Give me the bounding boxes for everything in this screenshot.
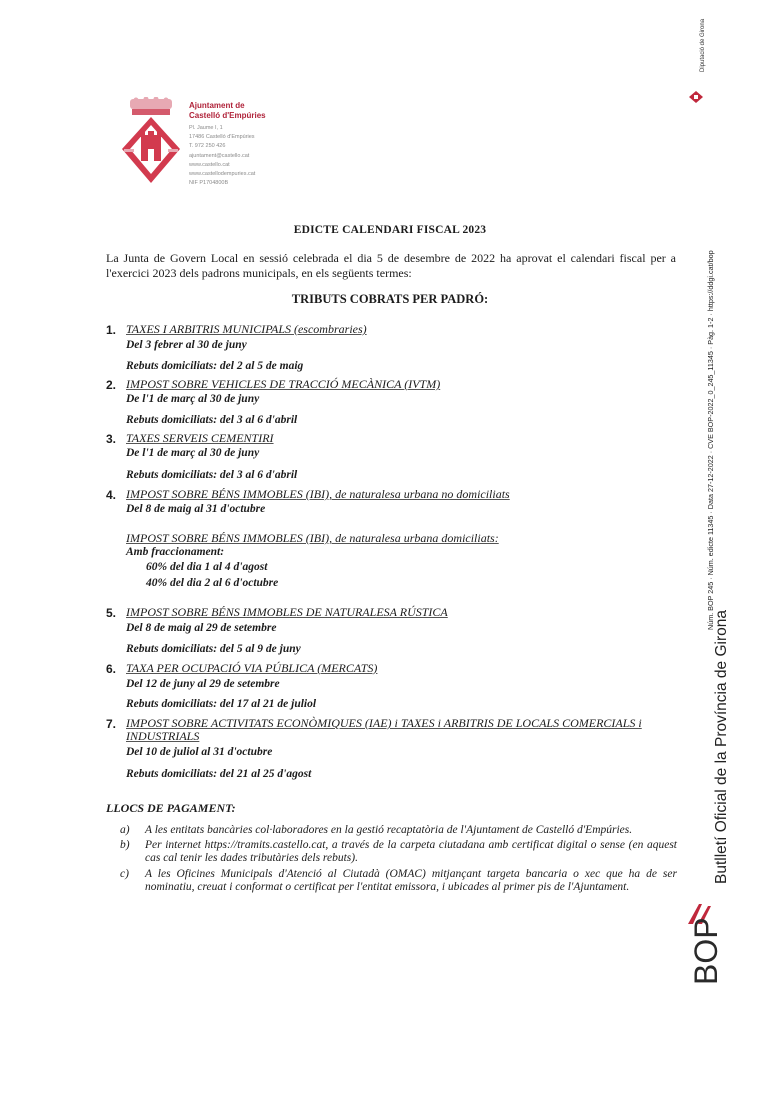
item-heading: TAXES SERVEIS CEMENTIRI (126, 431, 274, 445)
payment-places-title: LLOCS DE PAGAMENT: (106, 801, 236, 815)
diputacio-logo-icon (689, 91, 703, 103)
item-number: 6. (106, 662, 117, 676)
item-heading: IMPOST SOBRE ACTIVITATS ECONÒMIQUES (IAE) i TAXES i ARBITRIS DE LOCALS COMERCIALS i INDUSTRIALS (126, 716, 642, 743)
letterhead-name: Ajuntament de Castelló d'Empúries (189, 101, 266, 120)
item-period: Del 10 de juliol al 31 d'octubre (126, 746, 273, 758)
place-text: Per internet https://tramits.castello.cat, a través de la carpeta ciutadana amb certificat digital o sense (en aquest cas cal tenir les dades tributàries dels rebuts). (145, 839, 677, 864)
bop-logo: BOP (688, 917, 724, 985)
item-receipts: Rebuts domiciliats: del 2 al 5 de maig (126, 360, 304, 372)
castello-crest-logo (120, 97, 182, 189)
item-receipts: Rebuts domiciliats: del 21 al 25 d'agost (126, 768, 312, 780)
item-period: Del 8 de maig al 31 d'octubre (126, 503, 266, 515)
item-number: 1. (106, 323, 117, 337)
item-number: 7. (106, 717, 117, 731)
diputacio-label: Diputació de Girona (700, 18, 706, 72)
item-receipts: Rebuts domiciliats: del 3 al 6 d'abril (126, 414, 298, 426)
item-sub-label: Amb fraccionament: (126, 546, 225, 558)
item-period: Del 8 de maig al 29 de setembre (126, 622, 277, 634)
item-number: 4. (106, 488, 117, 502)
page-title: EDICTE CALENDARI FISCAL 2023 (293, 224, 487, 236)
item-number: 2. (106, 378, 117, 392)
item-receipts: Rebuts domiciliats: del 17 al 21 de juliol (126, 698, 317, 710)
item-heading: IMPOST SOBRE VEHICLES DE TRACCIÓ MECÀNICA (IVTM) (126, 377, 441, 391)
bulletin-name: Butlletí Oficial de la Província de Girona (713, 610, 730, 884)
item-sub-line: 40% del dia 2 al 6 d'octubre (146, 577, 279, 589)
item-number: 3. (106, 432, 117, 446)
item-heading: TAXA PER OCUPACIÓ VIA PÚBLICA (MERCATS) (126, 661, 378, 675)
place-text: A les Oficines Municipals d'Atenció al Ciutadà (OMAC) mitjançant targeta bancaria o xec que ha de ser nominatiu, creuat i conformat o certificat per l'entitat emissora, i ubicades al primer pis de l'Ajuntament. (145, 868, 677, 893)
place-text: A les entitats bancàries col·laboradores en la gestió recaptatòria de l'Ajuntament de Castelló d'Empúries. (145, 824, 633, 836)
item-number: 5. (106, 606, 117, 620)
place-letter: c) (120, 868, 129, 880)
item-period: Del 3 febrer al 30 de juny (126, 339, 247, 351)
item-period: De l'1 de març al 30 de juny (126, 447, 260, 459)
item-period: De l'1 de març al 30 de juny (126, 393, 260, 405)
place-letter: a) (120, 824, 130, 836)
place-letter: b) (120, 839, 130, 851)
item-receipts: Rebuts domiciliats: del 5 al 9 de juny (126, 643, 301, 655)
section-subtitle: TRIBUTS COBRATS PER PADRÓ: (291, 292, 489, 306)
intro-paragraph: La Junta de Govern Local en sessió celebrada el dia 5 de desembre de 2022 ha aprovat el calendari fiscal per a l'exercici 2023 dels padrons municipals, en els següents termes: (106, 251, 676, 280)
item-heading: TAXES I ARBITRIS MUNICIPALS (escombraries) (126, 322, 367, 336)
letterhead-details: Pl. Jaume I, 1 17486 Castelló d'Empúries T. 972 250 426 ajuntament@castello.cat www.castello.cat www.castellodempuries.cat NIF P1704800B (189, 125, 256, 187)
item-period: Del 12 de juny al 29 de setembre (126, 678, 280, 690)
item-heading: IMPOST SOBRE BÉNS IMMOBLES DE NATURALESA RÚSTICA (126, 605, 448, 619)
item-receipts: Rebuts domiciliats: del 3 al 6 d'abril (126, 469, 298, 481)
item-heading: IMPOST SOBRE BÉNS IMMOBLES (IBI), de naturalesa urbana no domiciliats (126, 487, 510, 501)
item-sub-heading: IMPOST SOBRE BÉNS IMMOBLES (IBI), de naturalesa urbana domiciliats: (126, 531, 499, 545)
item-sub-line: 60% del dia 1 al 4 d'agost (146, 561, 268, 573)
bulletin-metadata: Núm. BOP 245 · Núm. edicte 11345 · Data 27-12-2022 · CVE BOP-2022_0_245_11345 · Pàg. 1-2 · https://ddgi.cat/bop (706, 250, 715, 630)
